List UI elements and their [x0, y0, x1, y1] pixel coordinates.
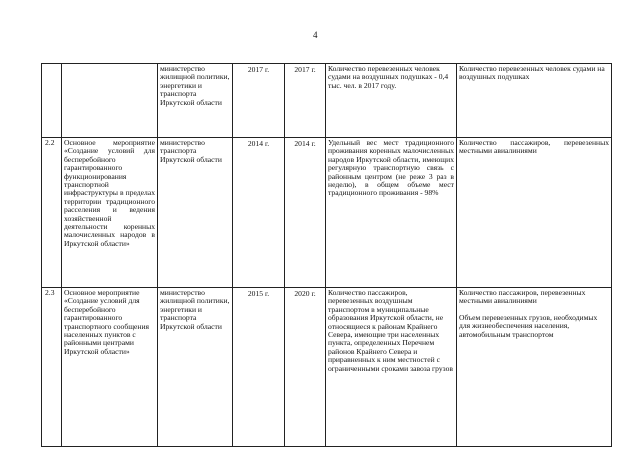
end-year: 2017 г.: [285, 64, 326, 138]
table-row: [42, 138, 612, 288]
program-link-passengers: Количество пассажиров, перевезенных местными авиалиниями: [459, 288, 586, 306]
indicator: Количество пассажиров, перевезенных воздушным транспортом в муниципальные образования Иркутской области, не относящиеся к районам Крайнего Севера, имеющие три населенных пункта, определенных Перечнем районов Крайнего Севера и приравненных к ним местностей с ограниченными сроками завоза грузов: [326, 288, 457, 447]
executor: министерство жилищной политики, энергетики и транспорта Иркутской области: [158, 288, 233, 447]
measure-name: [62, 64, 158, 138]
start-year: 2014 г.: [233, 138, 285, 288]
measure-name: Основное мероприятие «Создание условий для бесперебойного гарантированного транспортного сообщения населенных пунктов с районными центрами Иркутской области»: [62, 288, 158, 447]
end-year: 2020 г.: [285, 288, 326, 447]
start-year: 2015 г.: [233, 288, 285, 447]
row-number: [42, 64, 62, 138]
start-year: 2017 г.: [233, 64, 285, 138]
program-link-cargo: Объем перевезенных грузов, необходимых для жизнеобеспечения населения, автомобильным транспортом: [459, 312, 598, 339]
row-number: 2.2: [42, 138, 62, 288]
measure-name: Основное мероприятие «Создание условий для бесперебойного гарантированного функционирования транспортной инфраструктуры в пределах территории традиционного расселения и ведения хозяйственной деятельности коренных малочисленных народов в Иркутской области»: [62, 138, 158, 288]
page-number: 4: [313, 30, 318, 40]
executor: министерство жилищной политики, энергетики и транспорта Иркутской области: [158, 64, 233, 138]
table-row: [42, 288, 612, 447]
end-year: 2014 г.: [285, 138, 326, 288]
program-link: Количество перевезенных человек судами на воздушных подушках: [457, 64, 612, 138]
program-link: [457, 288, 612, 447]
row-number: 2.3: [42, 288, 62, 447]
indicator: Количество перевезенных человек судами на воздушных подушках - 0,4 тыс. чел. в 2017 году.: [326, 64, 457, 138]
indicator: Удельный вес мест традиционного проживания коренных малочисленных народов Иркутской области, имеющих регулярную транспортную связь с районным центром (не реже 3 раз в неделю), в общем объеме мест традиционного проживания - 98%: [326, 138, 457, 288]
measures-table: [41, 63, 612, 447]
table-row: [42, 64, 612, 138]
executor: министерство транспорта Иркутской области: [158, 138, 233, 288]
program-link: Количество пассажиров, перевезенных местными авиалиниями: [457, 138, 612, 288]
